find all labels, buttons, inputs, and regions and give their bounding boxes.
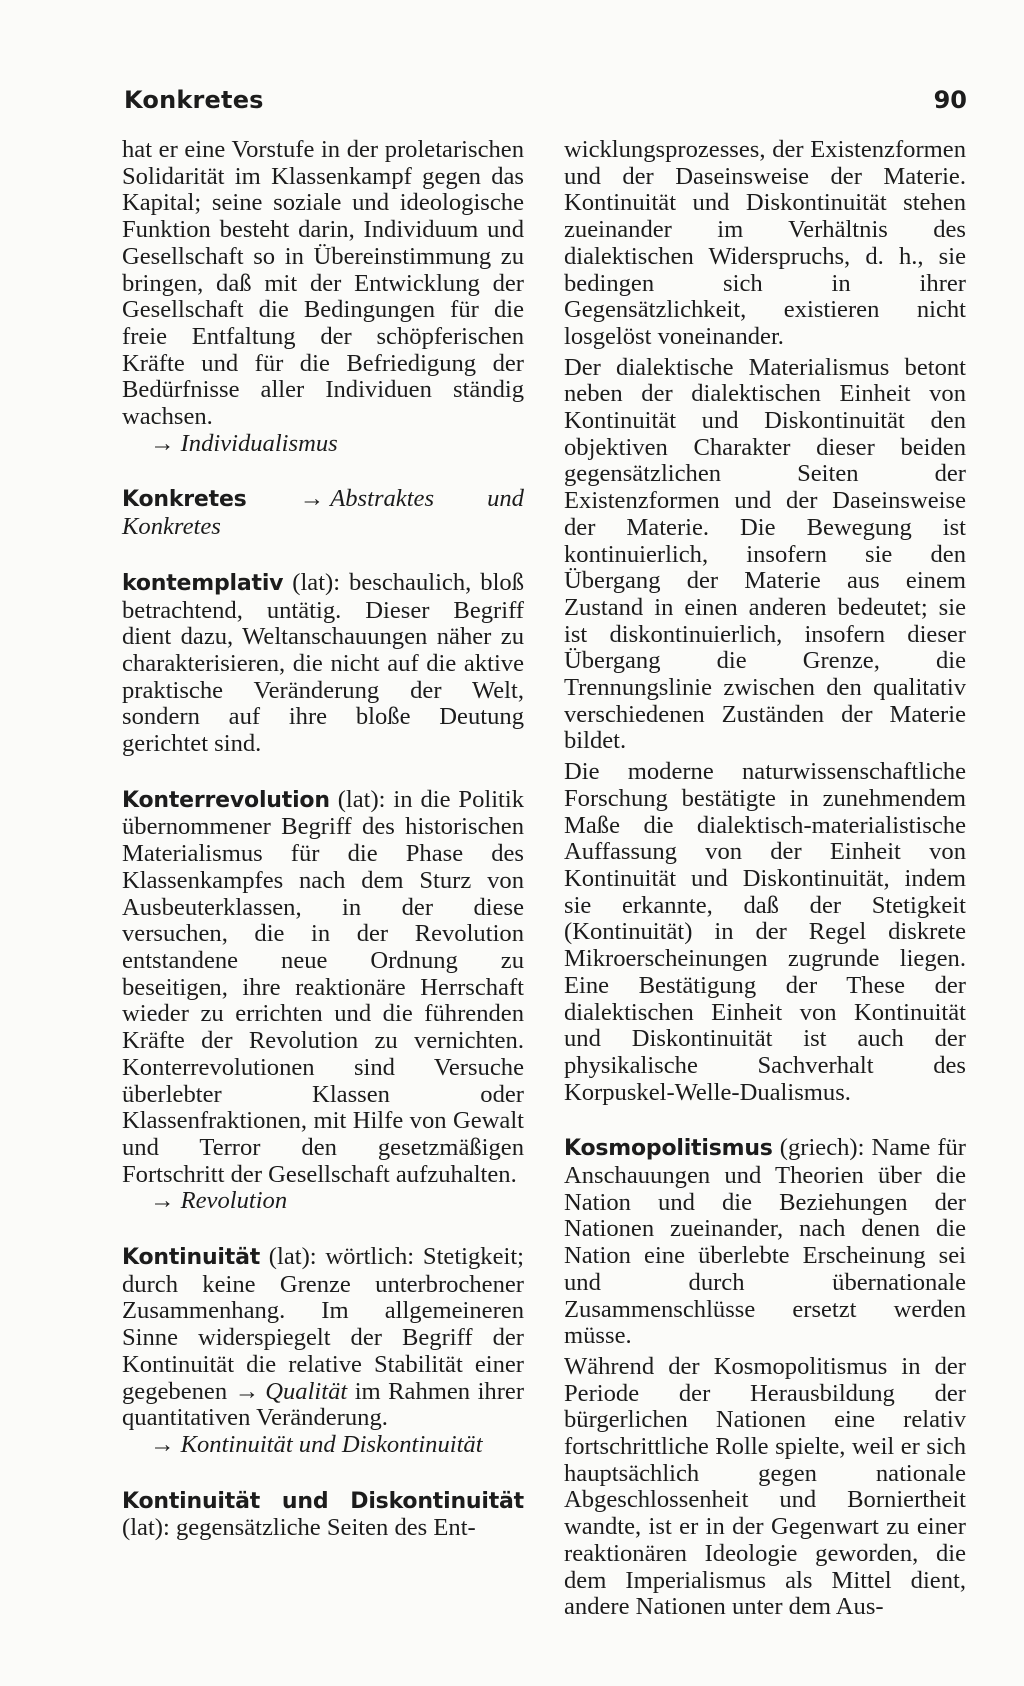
arrow-icon: → — [299, 485, 325, 513]
cross-reference-link[interactable]: Abstraktes und Konkretes — [122, 485, 524, 541]
entry-term: Konkretes — [122, 487, 247, 513]
entry-kosmopolitismus — [564, 1135, 966, 1350]
entry-kontinuitaet-und-diskontinuitaet — [122, 1488, 524, 1542]
entry-term: Kontinuität und Diskontinuität — [122, 1488, 524, 1514]
entry-kontinuitaet — [122, 1244, 524, 1432]
entry-konkretes — [122, 486, 524, 540]
entry-body: (lat): wörtlich: Stetigkeit; durch keine Grenze unterbrochener Zusammenhang. Im allgemeineren Sinne widerspiegelt der Begriff der Kontinuität die relative Stabilität einer gegebenen — [122, 1243, 524, 1405]
entry-body: (griech): Name für Anschauungen und Theorien über die Nation und die Beziehungen der Nationen zueinander, nach denen die Nation eine überlebte Erscheinung sei und durch übernationale Zusammenschlüsse ersetzt werden müsse. — [564, 1134, 966, 1350]
entry-body: (lat): in die Politik übernommener Begriff des historischen Materialismus für die Phase des Klassenkampfes nach dem Sturz von Ausbeuterklassen, in der diese versuchen, die in der Revolution entstandene neue Ordnung zu beseitigen, ihre reaktionäre Herrschaft wieder zu errichten und die führenden Kräfte der Revolution zu vernichten. Konterrevolutionen sind Versuche überlebter Klassen oder Klassenfraktionen, mit Hilfe von Gewalt und Terror den gesetzmäßigen Fortschritt der Gesellschaft aufzuhalten. — [122, 785, 524, 1188]
page-number: 90 — [933, 86, 967, 114]
arrow-icon: → — [150, 1187, 175, 1215]
left-column — [122, 137, 524, 1542]
cross-reference — [122, 1432, 524, 1459]
entry-term: Kosmopolitismus — [564, 1136, 773, 1162]
entry-term: Konterrevolution — [122, 787, 330, 813]
entry-konterrevolution — [122, 787, 524, 1189]
entry-kontemplativ — [122, 570, 524, 758]
cross-reference-link[interactable]: Qualität — [265, 1377, 348, 1405]
paragraph: Während der Kosmopolitismus in der Periode der Herausbildung der bürgerlichen Nationen eine relativ fortschrittliche Rolle spielte, weil er sich hauptsächlich gegen nationale Abgeschlossenheit und Borniertheit wandte, ist er in der Gegenwart zu einer reaktionären Ideologie geworden, die dem Imperialismus als Mittel dient, andere Nationen unter dem Aus- — [564, 1352, 966, 1621]
cross-reference — [122, 431, 524, 458]
cross-reference-link[interactable]: Individualismus — [180, 429, 338, 457]
cross-reference-link[interactable]: Kontinuität und Diskontinuität — [180, 1430, 483, 1458]
entry-body: (lat): beschaulich, bloß betrachtend, untätig. Dieser Begriff dient dazu, Weltanschauungen näher zu charakterisieren, die nicht auf die aktive praktische Veränderung der Welt, sondern auf ihre bloße Deutung gerichtet sind. — [122, 568, 524, 758]
right-column — [564, 137, 966, 1621]
running-head-keyword: Konkretes — [124, 86, 264, 114]
paragraph: Die moderne naturwissenschaftliche Forschung bestätigte in zunehmendem Maße die dialektisch-materialistische Auffassung von der Einheit von Kontinuität und Diskontinuität, indem sie erkannte, daß der Stetigkeit (Kontinuität) in der Regel diskrete Mikroerscheinungen zugrunde liegen. Eine Bestätigung der These der dialektischen Einheit von Kontinuität und Diskontinuität ist auch der physikalische Sachverhalt des Korpuskel-Welle-Dualismus. — [564, 758, 966, 1106]
paragraph: wicklungsprozesses, der Existenzformen und der Daseinsweise der Materie. Kontinuität und Diskontinuität stehen zueinander im Verhältnis des dialektischen Widerspruchs, d. h., sie bedingen sich in ihrer Gegensätzlichkeit, existieren nicht losgelöst voneinander. — [564, 136, 966, 350]
entry-term: kontemplativ — [122, 570, 284, 596]
continuation-text: hat er eine Vorstufe in der proletarischen Solidarität im Klassenkampf gegen das Kapital; seine soziale und ideologische Funktion besteht darin, Individuum und Gesellschaft so in Übereinstimmung zu bringen, daß mit der Entwicklung der Gesellschaft die Bedingungen für die freie Entfaltung der schöpferischen Kräfte und für die Befriedigung der Bedürfnisse aller Individuen ständig wachsen. — [122, 136, 524, 431]
continuation-paragraph — [122, 137, 524, 431]
cross-reference-link[interactable]: Revolution — [180, 1187, 288, 1215]
cross-reference — [122, 1188, 524, 1215]
entry-term: Kontinuität — [122, 1245, 261, 1271]
arrow-icon: → — [150, 1430, 175, 1458]
arrow-icon: → — [150, 429, 175, 457]
arrow-icon: → — [234, 1377, 260, 1405]
entry-body: im Rahmen ihrer quantitativen Veränderung. — [122, 1377, 525, 1432]
entry-body: (lat): gegensätzliche Seiten des Ent- — [122, 1514, 476, 1542]
paragraph: Der dialektische Materialismus betont neben der dialektischen Einheit von Kontinuität und Diskontinuität den objektiven Charakter dieser beiden gegensätzlichen Seiten der Existenzformen und der Daseinsweise der Materie. Die Bewegung ist kontinuierlich, insofern sie den Übergang der Materie aus einem Zustand in einen anderen bedeutet; sie ist diskontinuierlich, insofern dieser Übergang die Grenze, die Trennungslinie zwischen den qualitativ verschiedenen Zuständen der Materie bildet. — [564, 353, 966, 755]
